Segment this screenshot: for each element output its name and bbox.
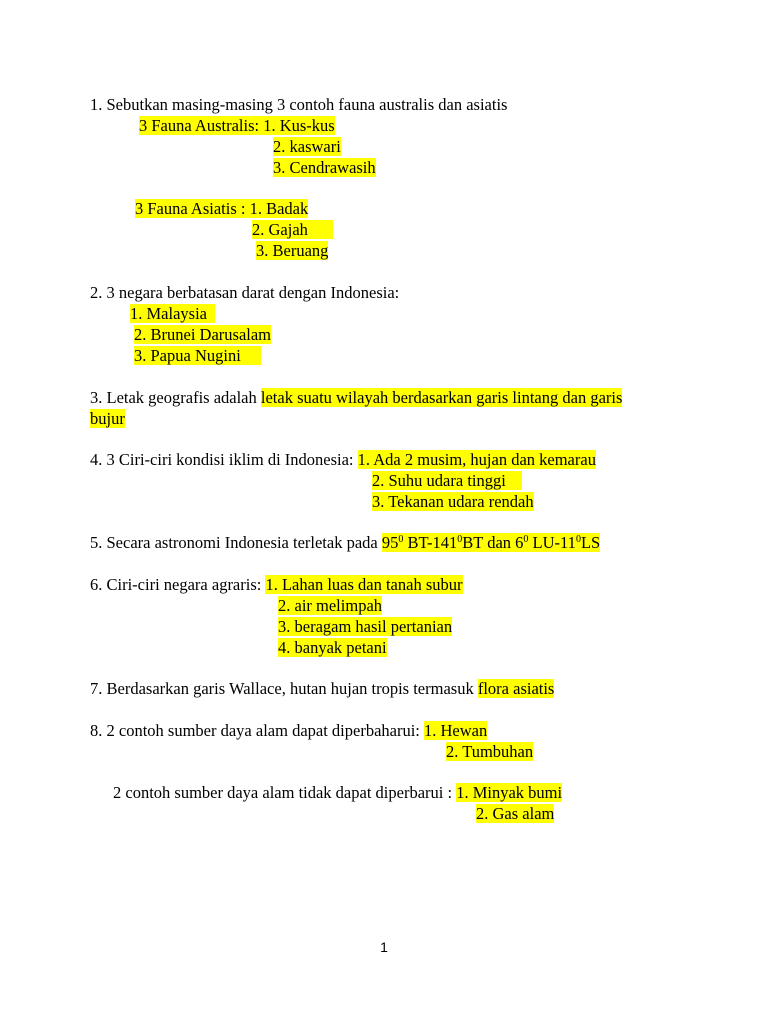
q8b-line-1 (113, 782, 562, 803)
q6-prefix: 6. Ciri-ciri negara agraris: (90, 575, 266, 594)
q8b-item-2: 2. Gas alam (476, 804, 555, 823)
q1-australis-3 (273, 157, 376, 178)
q1-question: 1. Sebutkan masing-masing 3 contoh fauna australis dan asiatis (90, 95, 508, 114)
q3-answer-1: letak suatu wilayah berdasarkan garis lintang dan garis (260, 388, 623, 407)
q8b-item-2-line (476, 803, 554, 824)
q3-line-2 (90, 408, 125, 429)
q7-prefix: 7. Berdasarkan garis Wallace, hutan hujan tropis termasuk (90, 679, 478, 698)
q4-prefix: 4. 3 Ciri-ciri kondisi iklim di Indonesia: (90, 450, 358, 469)
q1-asiatis-3-text: 3. Beruang (256, 241, 329, 260)
q6-item-3: 3. beragam hasil pertanian (278, 617, 453, 636)
q6-item-1: 1. Lahan luas dan tanah subur (265, 575, 463, 594)
q1-australis-3-text: 3. Cendrawasih (273, 158, 376, 177)
q1-australis-line (139, 115, 335, 136)
q2-item-1-text: 1. Malaysia (130, 304, 207, 323)
q8b-prefix: 2 contoh sumber daya alam tidak dapat diperbarui : (113, 783, 457, 802)
q2-item-2 (134, 324, 271, 345)
q7-answer: flora asiatis (477, 679, 555, 698)
q6-item-3-line (278, 616, 452, 637)
q4-item-2: 2. Suhu udara tinggi (372, 471, 506, 490)
q3-prefix: 3. Letak geografis adalah (90, 388, 261, 407)
q6-line-1 (90, 574, 463, 595)
q2-question: 2. 3 negara berbatasan darat dengan Indonesia: (90, 283, 400, 302)
q4-line-1 (90, 449, 596, 470)
q8-item-1: 1. Hewan (424, 721, 488, 740)
q4-item-1: 1. Ada 2 musim, hujan dan kemarau (357, 450, 596, 469)
q5-line (90, 532, 600, 553)
q1-asiatis-line (135, 198, 308, 219)
q2-item-3 (134, 345, 261, 366)
q1-australis-2 (273, 136, 341, 157)
q1-asiatis-label: 3 Fauna Asiatis : 1. Badak (135, 199, 309, 218)
q6-item-2-line (278, 595, 382, 616)
q2-item-2-text: 2. Brunei Darusalam (134, 325, 272, 344)
q6-item-2: 2. air melimpah (278, 596, 383, 615)
q3-line-1 (90, 387, 622, 408)
q8b-item-1: 1. Minyak bumi (456, 783, 563, 802)
q8-item-2: 2. Tumbuhan (446, 742, 534, 761)
q3-answer-2: bujur (90, 409, 125, 428)
q7-line (90, 678, 554, 699)
q8-line-1 (90, 720, 487, 741)
q1-australis-2-text: 2. kaswari (273, 137, 341, 156)
q4-item-3-line (372, 491, 534, 512)
q2-item-3-text: 3. Papua Nugini (134, 346, 241, 365)
q6-item-4-line (278, 637, 387, 658)
q5-answer: $95^0$ $BT-141^0BT$ dan $6^0$ $LU-11^0LS$ (381, 533, 601, 552)
q8-item-2-line (446, 741, 533, 762)
q1-asiatis-2 (252, 219, 333, 240)
q1-australis-label: 3 Fauna Australis: 1. Kus-kus (139, 116, 335, 135)
q1-asiatis-2-text: 2. Gajah (252, 220, 308, 239)
q4-item-2-line (372, 470, 522, 491)
q2-item-1 (130, 303, 215, 324)
q1-asiatis-3 (256, 240, 328, 261)
q8-prefix: 8. 2 contoh sumber daya alam dapat diperbaharui: (90, 721, 425, 740)
q6-item-4: 4. banyak petani (278, 638, 387, 657)
q4-item-3: 3. Tekanan udara rendah (372, 492, 534, 511)
page-number: 1 (380, 939, 388, 955)
q5-prefix: 5. Secara astronomi Indonesia terletak pada (90, 533, 382, 552)
